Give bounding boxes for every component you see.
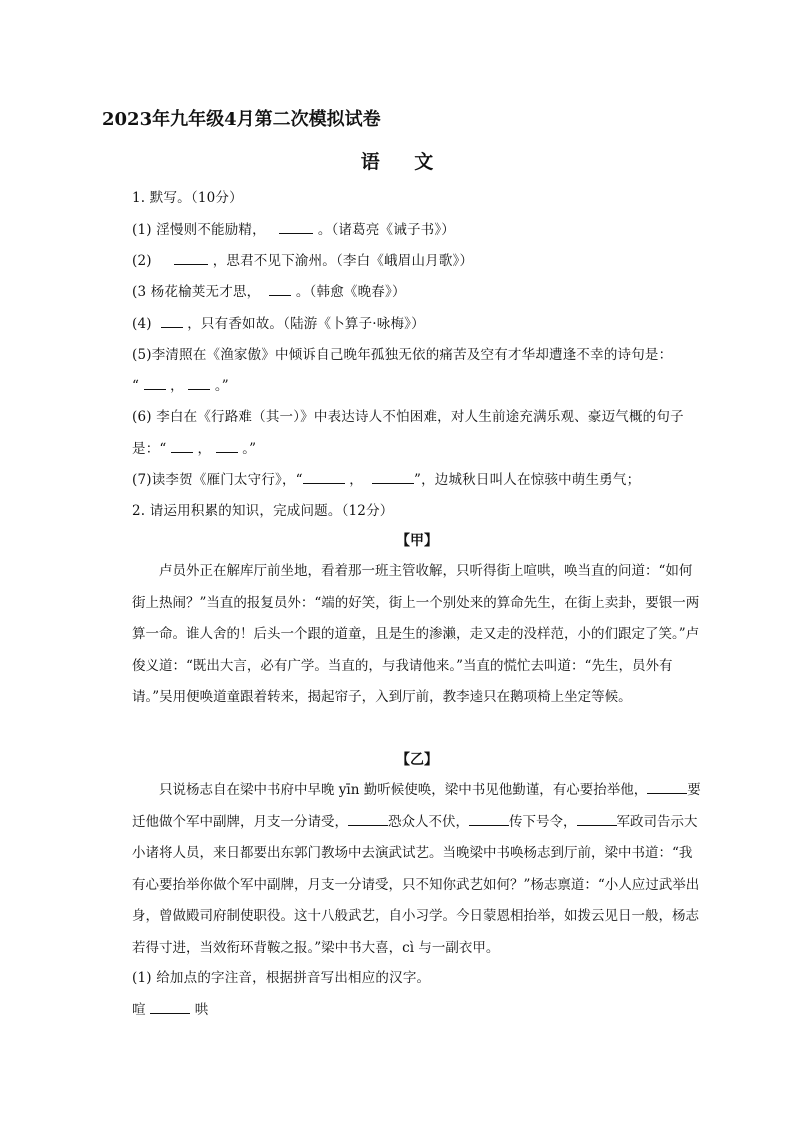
answer-blank[interactable] [269, 283, 291, 296]
question-2-header: 2. 请运用积累的知识，完成问题。（12分） [132, 503, 394, 519]
exam-title: 2023年九年级4月第二次模拟试卷 [102, 109, 381, 130]
q1-item-7: (7)读李贺《雁门太守行》，“ ， ”，边城秋日叫人在惊骇中萌生勇气； [132, 472, 641, 488]
answer-blank[interactable] [216, 440, 238, 453]
q1-item-1: (1) 淫慢则不能励精， 。（诸葛亮《诫子书》） [132, 222, 456, 238]
passage-jia-text: 卢员外正在解库厅前坐地，看着那一班主管收解，只听得街上喧哄，唤当直的问道：“如何街上热闹？”当直的报复员外：“端的好笑，街上一个别处来的算命先生，在街上卖卦，要银一两算一命。谁人舍的！后头一个跟的道童，且是生的渗濑，走又走的没样范，小的们跟定了笑。”卢俊义道：“既出大言，必有广学。当直的，与我请他来。”当直的慌忙去叫道：“先生，员外有请。”吴用便唤道童跟着转来，揭起帘子，入到厅前，教李逵只在鹅项椅上坐定等候。 [132, 563, 700, 705]
answer-blank[interactable] [279, 221, 313, 234]
answer-blank[interactable] [577, 813, 617, 826]
q1-item-5: (5)李清照在《渔家傲》中倾诉自己晚年孤独无依的痛苦及空有才华却遭逢不幸的诗句是： [132, 347, 673, 363]
answer-blank[interactable] [647, 781, 687, 794]
answer-blank[interactable] [469, 813, 509, 826]
passage-yi-label: 【乙】 [396, 752, 438, 768]
answer-blank[interactable] [303, 471, 345, 484]
answer-blank[interactable] [188, 377, 210, 390]
q1-item-5-answers: “ ， 。” [132, 378, 229, 394]
answer-blank[interactable] [150, 1001, 190, 1014]
q1-item-6: (6) 李白在《行路难（其一）》中表达诗人不怕困难，对人生前途充满乐观、豪迈气概的句子 [132, 409, 684, 425]
q2-answer-line: 喧 哄 [132, 1002, 209, 1018]
answer-blank[interactable] [348, 813, 388, 826]
subject-heading: 语 文 [360, 151, 448, 173]
answer-blank[interactable] [372, 471, 414, 484]
q2-sub-question-1: (1) 给加点的字注音，根据拼音写出相应的汉字。 [132, 970, 431, 986]
q1-item-6-answers: 是：“ ， 。” [132, 441, 257, 457]
passage-yi-text: 只说杨志自在梁中书府中早晚 yīn 勤听候使唤，梁中书见他勤谨，有心要抬举他， 要迁他做个军中副牌，月支一分请受， 恐众人不伏， 传下号令， 军政司告示大小诸将人员，来日都要出东郭门教场中去演武试艺。当晚梁中书唤杨志到厅前，梁中书道：“我有心要抬举你做个军中副牌，月支一分请受，只不知你武艺如何？”杨志禀道：“小人应过武举出身，曾做殿司府制使职役。这十八般武艺，自小习学。今日蒙恩相抬举，如拨云见日一般，杨志若得寸进，当效衔环背鞍之报。”梁中书大喜，cì 与一副衣甲。 [132, 782, 701, 956]
answer-blank[interactable] [161, 315, 183, 328]
answer-blank[interactable] [171, 440, 193, 453]
answer-blank[interactable] [144, 377, 166, 390]
answer-blank[interactable] [174, 252, 208, 265]
question-1-header: 1. 默写。（10分） [132, 190, 243, 206]
q1-item-2: (2) ，思君不见下渝州。（李白《峨眉山月歌》） [132, 253, 474, 269]
q1-item-3: (3 杨花榆荚无才思， 。（韩愈《晚春》） [132, 284, 406, 300]
q1-item-4: (4) ，只有香如故。（陆游《卜算子·咏梅》） [132, 316, 425, 332]
passage-jia-label: 【甲】 [396, 533, 438, 549]
